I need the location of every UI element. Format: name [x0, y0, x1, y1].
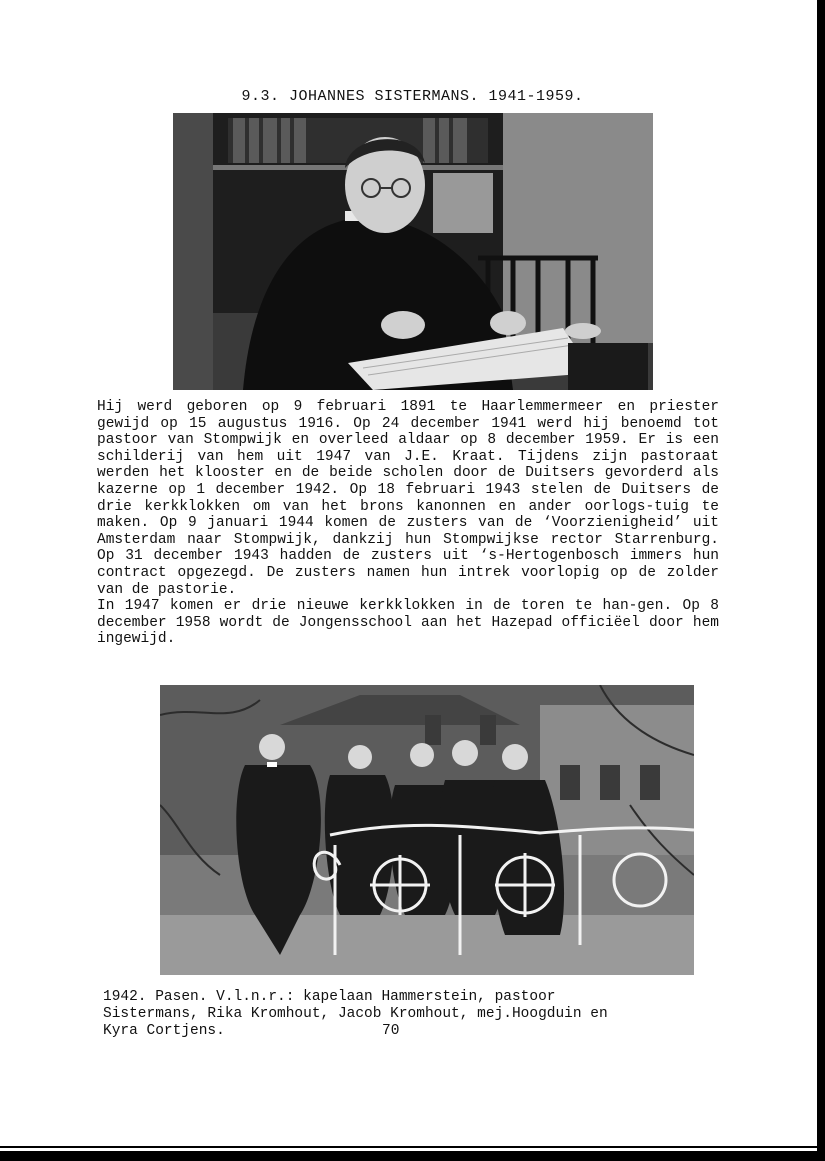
portrait-photo	[173, 113, 653, 390]
paragraph: Hij werd geboren op 9 februari 1891 te Haarlemmermeer en priester gewijd op 15 augustus 1916. Op 24 december 1941 werd hij benoemd tot pastoor van Stompwijk en overleed aldaar op 8 december 1959. Er is een schilderij van hem uit 1947 van J.E. Kraat. Tijdens zijn pastoraat werden het klooster en de beide scholen door de Duitsers gevorderd als kazerne op 1 december 1942. Op 18 februari 1943 stelen de Duitsers de drie kerkklokken om van het brons kanonnen en ander oorlogs-tuig te maken. Op 9 januari 1944 komen de zusters van de ‘Voorzienigheid’ uit Amsterdam naar Stompwijk, dankzij hun Stompwijkse rector Starrenburg. Op 31 december 1943 hadden de zusters uit ‘s-Hertogenbosch immers hun contract opgezegd. De zusters namen hun intrek voorlopig op de zolder van de pastorie.	[97, 399, 719, 598]
group-photo	[160, 685, 694, 975]
caption-line: 1942. Pasen. V.l.n.r.: kapelaan Hammerstein, pastoor	[103, 989, 556, 1005]
scan-border-line	[0, 1146, 817, 1148]
page-number: 70	[382, 1023, 400, 1039]
caption-line: Kyra Cortjens.	[103, 1023, 225, 1039]
caption-line: Sistermans, Rika Kromhout, Jacob Kromhout, mej.Hoogduin en	[103, 1006, 608, 1022]
portrait-photo-icon	[173, 113, 653, 390]
page-title: 9.3. JOHANNES SISTERMANS. 1941-1959.	[241, 88, 584, 105]
paragraph: In 1947 komen er drie nieuwe kerkklokken in de toren te han-gen. Op 8 december 1958 wordt de Jongensschool aan het Hazepad officiëel door hem ingewijd.	[97, 598, 719, 648]
scan-border-bottom	[0, 1151, 825, 1161]
photo-caption	[103, 989, 703, 1040]
article-body	[97, 399, 719, 648]
scan-border-right	[817, 0, 825, 1161]
group-photo-icon	[160, 685, 694, 975]
